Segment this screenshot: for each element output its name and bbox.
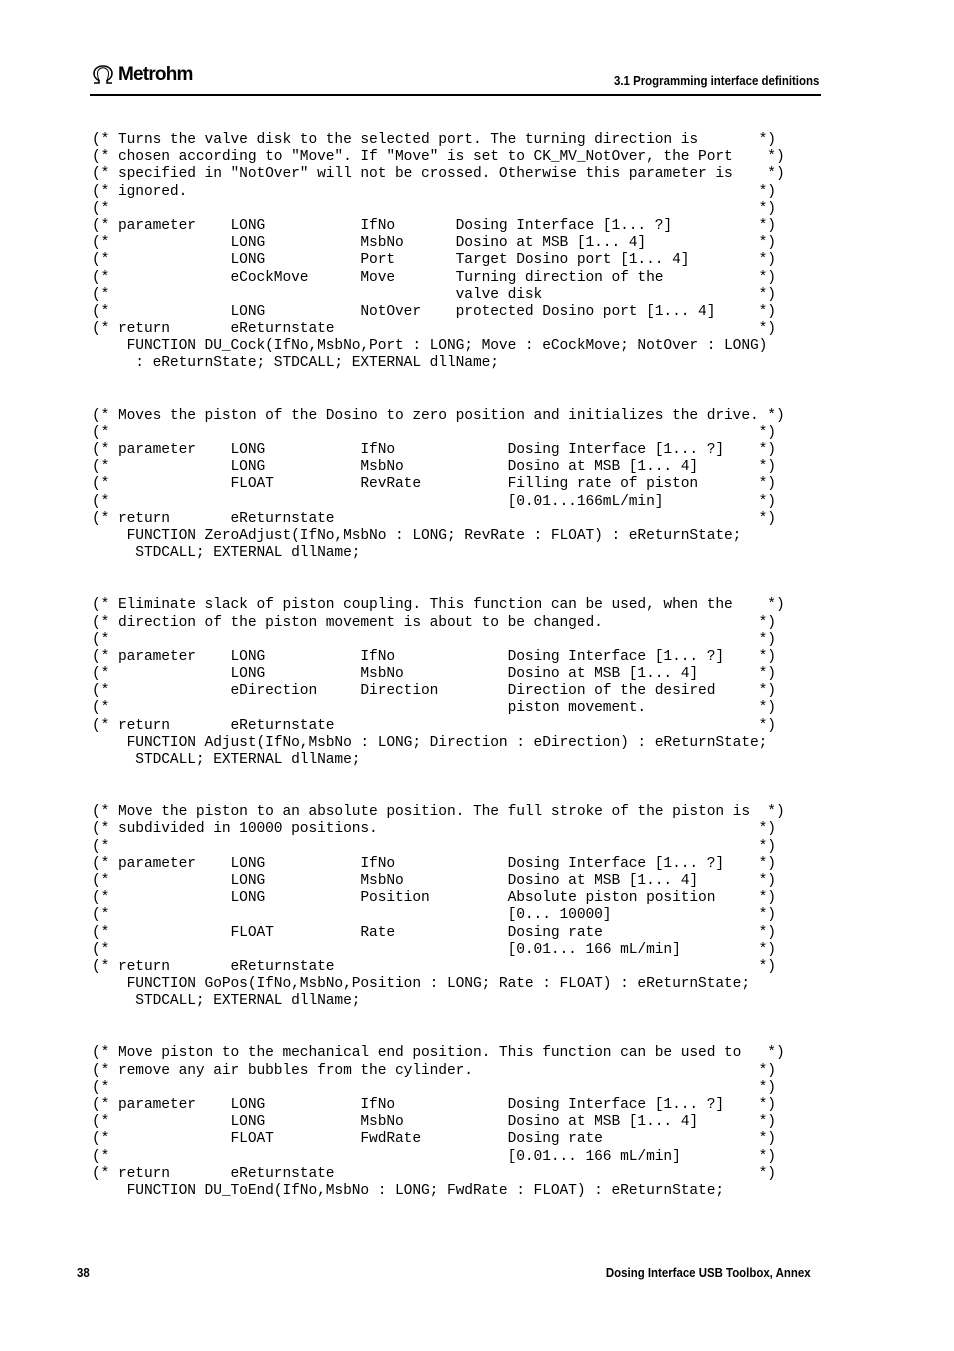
code-block <box>92 804 812 1010</box>
code-line: (* return eReturnstate *) <box>92 717 776 734</box>
code-line: (* direction of the piston movement is about to be changed. *) <box>92 614 776 631</box>
code-line: (* Move piston to the mechanical end position. This function can be used to *) <box>92 1045 785 1062</box>
code-line: (* ignored. *) <box>92 183 776 200</box>
code-line: (* LONG Port Target Dosino port [1... 4] *) <box>92 252 776 269</box>
code-line: (* parameter LONG IfNo Dosing Interface [1... ?] *) <box>92 217 776 234</box>
code-line: (* LONG MsbNo Dosino at MSB [1... 4] *) <box>92 1114 776 1131</box>
code-block <box>92 132 812 373</box>
code-line: (* return eReturnstate *) <box>92 510 776 527</box>
code-line: (* parameter LONG IfNo Dosing Interface [1... ?] *) <box>92 855 776 872</box>
code-line: (* LONG NotOver protected Dosino port [1... 4] *) <box>92 303 776 320</box>
page-header <box>90 60 821 96</box>
section-title: 3.1 Programming interface definitions <box>613 73 819 88</box>
code-line: (* [0.01... 166 mL/min] *) <box>92 941 776 958</box>
code-line: (* LONG MsbNo Dosino at MSB [1... 4] *) <box>92 235 776 252</box>
code-line: (* return eReturnstate *) <box>92 321 776 338</box>
code-line: (* LONG MsbNo Dosino at MSB [1... 4] *) <box>92 872 776 889</box>
code-line: (* [0.01... 166 mL/min] *) <box>92 1148 776 1165</box>
metrohm-logo <box>90 64 193 86</box>
code-line: STDCALL; EXTERNAL dllName; <box>92 545 361 562</box>
code-block <box>92 1045 812 1200</box>
code-line: FUNCTION DU_ToEnd(IfNo,MsbNo : LONG; FwdRate : FLOAT) : eReturnState; <box>92 1182 725 1199</box>
code-line: STDCALL; EXTERNAL dllName; <box>92 752 361 768</box>
code-line: (* FLOAT RevRate Filling rate of piston *) <box>92 476 776 493</box>
code-line: (* return eReturnstate *) <box>92 1165 776 1182</box>
code-line: (* piston movement. *) <box>92 700 776 717</box>
logo-text: Metrohm <box>118 64 193 85</box>
code-line: (* LONG MsbNo Dosino at MSB [1... 4] *) <box>92 459 776 476</box>
code-line: (* LONG Position Absolute piston position *) <box>92 890 776 907</box>
code-line: STDCALL; EXTERNAL dllName; <box>92 993 361 1010</box>
code-line: (* FLOAT FwdRate Dosing rate *) <box>92 1131 776 1148</box>
code-line: (* LONG MsbNo Dosino at MSB [1... 4] *) <box>92 666 776 683</box>
code-line: : eReturnState; STDCALL; EXTERNAL dllName; <box>92 355 499 372</box>
code-line: (* *) <box>92 424 776 441</box>
footer-doc-title: Dosing Interface USB Toolbox, Annex <box>606 1265 811 1280</box>
code-line: (* chosen according to "Move". If "Move" is set to CK_MV_NotOver, the Port *) <box>92 149 785 166</box>
code-line: (* eCockMove Move Turning direction of the *) <box>92 269 776 286</box>
code-line: (* parameter LONG IfNo Dosing Interface [1... ?] *) <box>92 648 776 665</box>
code-line: (* *) <box>92 838 776 855</box>
code-line: (* Turns the valve disk to the selected port. The turning direction is *) <box>92 132 776 148</box>
code-line: (* valve disk *) <box>92 286 776 303</box>
code-line: (* parameter LONG IfNo Dosing Interface [1... ?] *) <box>92 1097 776 1113</box>
code-line: (* Eliminate slack of piston coupling. This function can be used, when the *) <box>92 597 785 614</box>
code-line: (* [0... 10000] *) <box>92 907 776 924</box>
code-line: (* specified in "NotOver" will not be crossed. Otherwise this parameter is *) <box>92 166 785 183</box>
code-line: (* return eReturnstate *) <box>92 958 776 975</box>
code-line: (* Move the piston to an absolute position. The full stroke of the piston is *) <box>92 804 785 821</box>
code-line: (* *) <box>92 631 776 648</box>
code-line: (* eDirection Direction Direction of the desired *) <box>92 683 776 700</box>
code-listing <box>92 132 812 1235</box>
code-line: (* subdivided in 10000 positions. *) <box>92 821 776 838</box>
code-line: (* FLOAT Rate Dosing rate *) <box>92 924 776 941</box>
code-line: (* *) <box>92 200 776 217</box>
code-line: FUNCTION GoPos(IfNo,MsbNo,Position : LONG; Rate : FLOAT) : eReturnState; <box>92 976 750 993</box>
code-line: (* remove any air bubbles from the cylinder. *) <box>92 1062 776 1079</box>
code-block <box>92 408 812 563</box>
code-line: (* [0.01...166mL/min] *) <box>92 493 776 510</box>
code-line: (* *) <box>92 1079 776 1096</box>
code-line: (* Moves the piston of the Dosino to zero position and initializes the drive. *) <box>92 407 785 424</box>
code-block <box>92 597 812 769</box>
omega-icon <box>90 64 116 86</box>
code-line: FUNCTION Adjust(IfNo,MsbNo : LONG; Direction : eDirection) : eReturnState; <box>92 734 768 751</box>
page-number: 38 <box>77 1265 90 1280</box>
code-line: (* parameter LONG IfNo Dosing Interface [1... ?] *) <box>92 442 776 458</box>
code-line: FUNCTION ZeroAdjust(IfNo,MsbNo : LONG; RevRate : FLOAT) : eReturnState; <box>92 527 742 544</box>
code-line: FUNCTION DU_Cock(IfNo,MsbNo,Port : LONG; Move : eCockMove; NotOver : LONG) <box>92 338 768 355</box>
